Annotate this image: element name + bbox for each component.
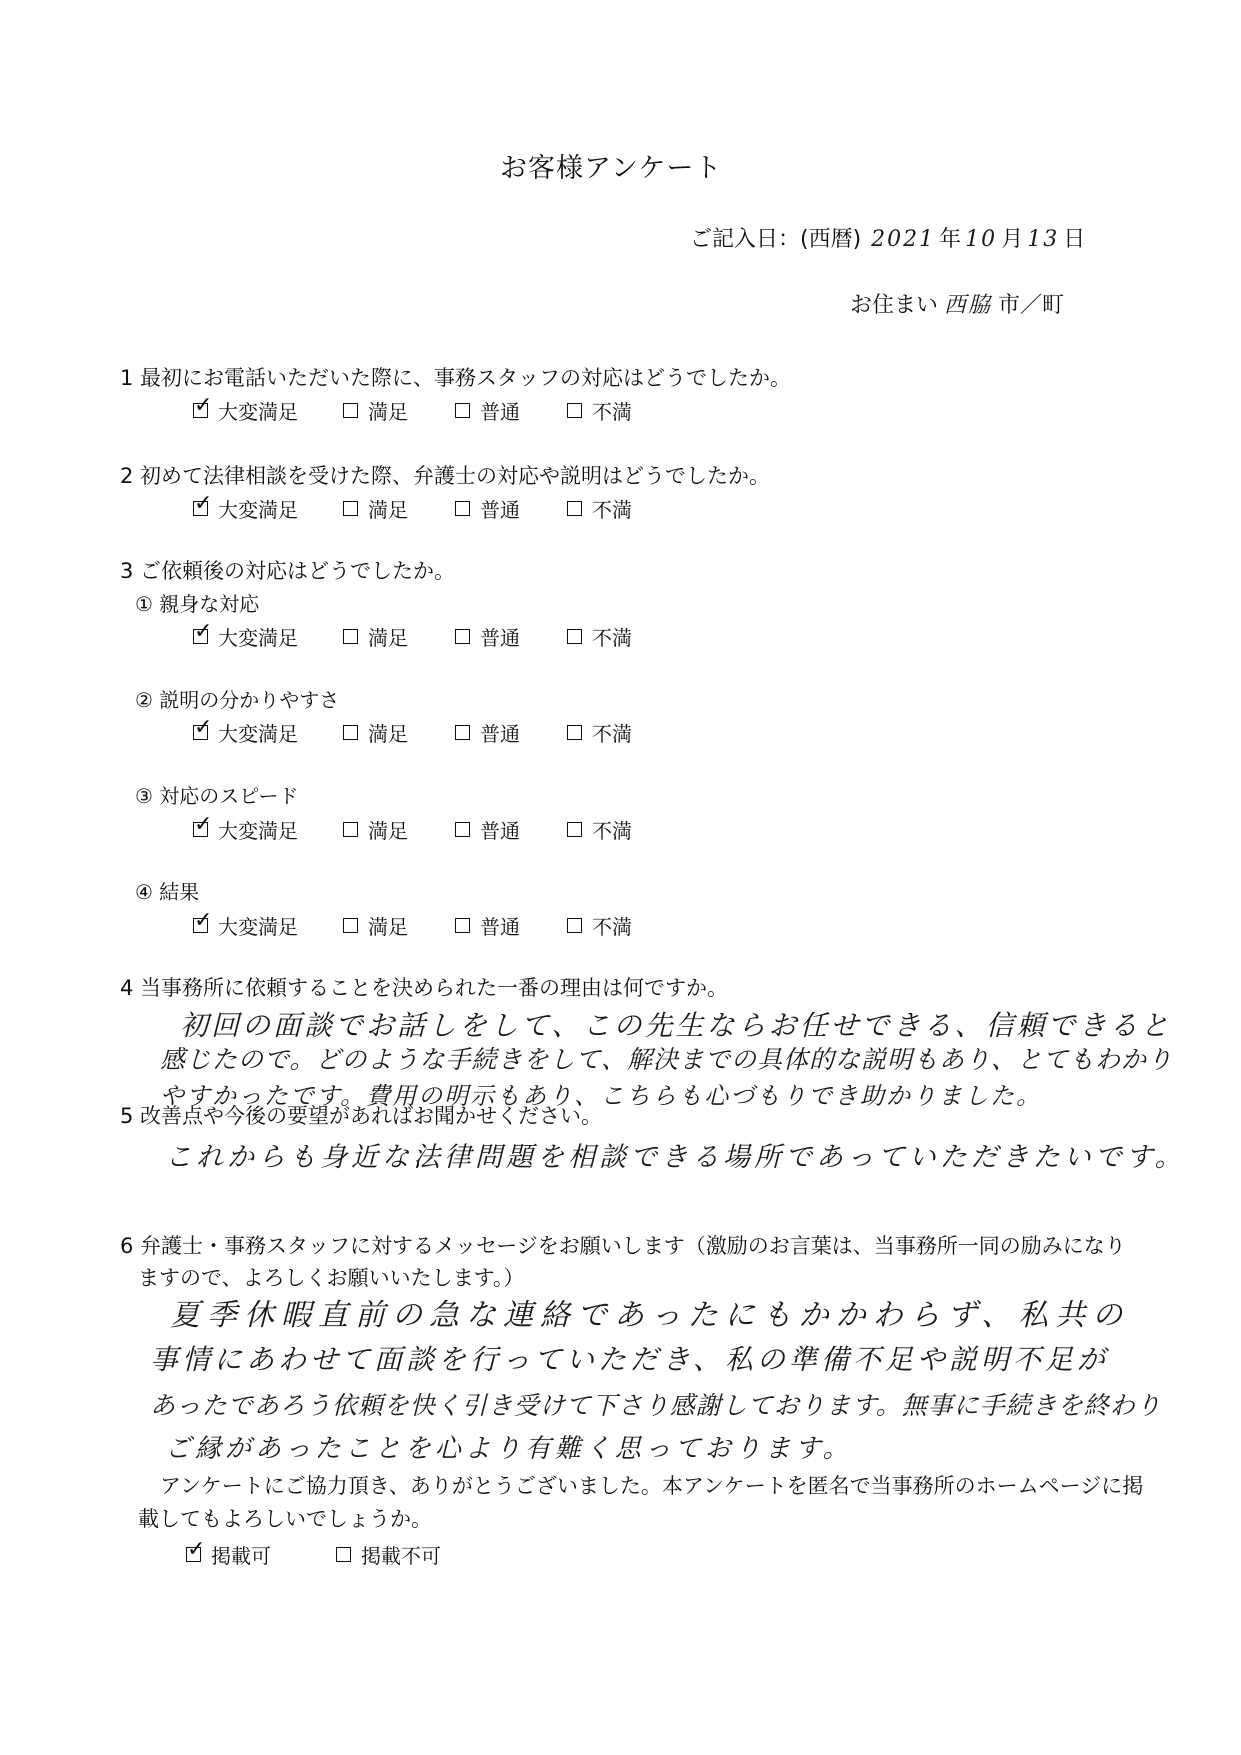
rating-options: [193, 911, 679, 940]
entry-date: [690, 222, 1085, 253]
question-2: 2 初めて法律相談を受けた際、弁護士の対応や説明はどうでしたか。: [120, 464, 771, 488]
option-label: 大変満足: [218, 915, 298, 939]
page-title: お客様アンケート: [500, 153, 723, 184]
question-6-line-2: ますので、よろしくお願いいたします。）: [138, 1266, 525, 1290]
option-dissatisfied[interactable]: [567, 815, 679, 844]
date-label: ご記入日：(西暦): [690, 227, 862, 252]
publish-ok-checkbox[interactable]: [186, 1547, 201, 1562]
checkbox-satisfied[interactable]: [343, 822, 358, 837]
checkbox-very-satisfied[interactable]: [193, 629, 208, 644]
option-very-satisfied[interactable]: [193, 718, 343, 747]
checkbox-satisfied[interactable]: [343, 725, 358, 740]
option-label: 不満: [592, 400, 632, 424]
answer-6-line-3: あったであろう依頼を快く引き受けて下さり感謝しております。無事に手続きを終わり: [150, 1391, 1162, 1420]
date-month-unit: 月: [1001, 227, 1024, 252]
checkbox-satisfied[interactable]: [343, 629, 358, 644]
option-neutral[interactable]: [455, 718, 567, 747]
option-label: 満足: [368, 626, 408, 650]
option-dissatisfied[interactable]: [567, 718, 679, 747]
checkbox-neutral[interactable]: [455, 918, 470, 933]
publish-ok-option[interactable]: [186, 1540, 336, 1569]
address: [850, 288, 1064, 319]
date-month: 10: [965, 227, 998, 252]
checkbox-satisfied[interactable]: [343, 403, 358, 418]
answer-4-line-2: 感じたので。どのような手続きをして、解決までの具体的な説明もあり、とてもわかり: [160, 1045, 1174, 1074]
checkbox-very-satisfied[interactable]: [193, 403, 208, 418]
publish-ng-label: 掲載不可: [361, 1544, 441, 1568]
option-neutral[interactable]: [455, 494, 567, 523]
closing-line-1: アンケートにご協力頂き、ありがとうございました。本アンケートを匿名で当事務所のホームページに掲: [160, 1474, 1144, 1498]
option-label: 満足: [368, 498, 408, 522]
closing-line-2: 載してもよろしいでしょうか。: [138, 1507, 432, 1531]
option-very-satisfied[interactable]: [193, 815, 343, 844]
question-3-item-2: ② 説明の分かりやすさ: [135, 688, 340, 712]
option-label: 大変満足: [218, 819, 298, 843]
rating-options: [193, 718, 679, 747]
option-neutral[interactable]: [455, 622, 567, 651]
option-label: 大変満足: [218, 400, 298, 424]
answer-6-line-4: ご縁があったことを心より有難く思っております。: [165, 1434, 853, 1464]
option-label: 大変満足: [218, 498, 298, 522]
checkbox-dissatisfied[interactable]: [567, 822, 582, 837]
rating-options: [193, 396, 679, 425]
option-very-satisfied[interactable]: [193, 911, 343, 940]
option-label: 満足: [368, 722, 408, 746]
checkbox-dissatisfied[interactable]: [567, 501, 582, 516]
publish-options: [186, 1540, 486, 1569]
question-6-line-1: 6 弁護士・事務スタッフに対するメッセージをお願いします（激励のお言葉は、当事務所一同の励みになり: [120, 1234, 1126, 1258]
answer-6-line-2: 事情にあわせて面談を行っていただき、私の準備不足や説明不足が: [150, 1343, 1109, 1376]
checkbox-satisfied[interactable]: [343, 501, 358, 516]
date-year-unit: 年: [939, 227, 962, 252]
option-neutral[interactable]: [455, 815, 567, 844]
date-year: 2021: [871, 227, 936, 252]
option-dissatisfied[interactable]: [567, 911, 679, 940]
option-label: 普通: [480, 498, 520, 522]
option-satisfied[interactable]: [343, 622, 455, 651]
option-label: 満足: [368, 819, 408, 843]
checkbox-dissatisfied[interactable]: [567, 918, 582, 933]
rating-options: [193, 815, 679, 844]
checkbox-neutral[interactable]: [455, 403, 470, 418]
option-label: 普通: [480, 626, 520, 650]
checkbox-very-satisfied[interactable]: [193, 822, 208, 837]
checkbox-neutral[interactable]: [455, 822, 470, 837]
checkbox-very-satisfied[interactable]: [193, 725, 208, 740]
publish-ng-option[interactable]: [336, 1540, 486, 1569]
option-dissatisfied[interactable]: [567, 396, 679, 425]
question-3-item-4: ④ 結果: [135, 880, 200, 904]
question-3: 3 ご依頼後の対応はどうでしたか。: [120, 559, 456, 583]
option-label: 不満: [592, 498, 632, 522]
question-5: 5 改善点や今後の要望があればお聞かせください。: [120, 1104, 603, 1128]
option-satisfied[interactable]: [343, 815, 455, 844]
checkbox-satisfied[interactable]: [343, 918, 358, 933]
address-label: お住まい: [850, 293, 939, 318]
option-label: 不満: [592, 915, 632, 939]
rating-options: [193, 622, 679, 651]
option-satisfied[interactable]: [343, 718, 455, 747]
checkbox-very-satisfied[interactable]: [193, 918, 208, 933]
checkbox-neutral[interactable]: [455, 629, 470, 644]
option-label: 大変満足: [218, 722, 298, 746]
checkbox-dissatisfied[interactable]: [567, 725, 582, 740]
option-label: 普通: [480, 819, 520, 843]
option-very-satisfied[interactable]: [193, 622, 343, 651]
option-label: 満足: [368, 400, 408, 424]
option-neutral[interactable]: [455, 911, 567, 940]
answer-5-line-1: これからも身近な法律問題を相談できる場所であっていただきたいです。: [165, 1142, 1186, 1173]
option-label: 普通: [480, 722, 520, 746]
question-1: 1 最初にお電話いただいた際に、事務スタッフの対応はどうでしたか。: [120, 366, 792, 390]
question-3-item-3: ③ 対応のスピード: [135, 784, 299, 808]
question-3-item-1: ① 親身な対応: [135, 592, 260, 616]
option-label: 大変満足: [218, 626, 298, 650]
option-dissatisfied[interactable]: [567, 622, 679, 651]
answer-4-line-3: やすかったです。費用の明示もあり、こちらも心づもりでき助かりました。: [160, 1082, 1043, 1110]
option-neutral[interactable]: [455, 396, 567, 425]
option-very-satisfied[interactable]: [193, 396, 343, 425]
date-day: 13: [1027, 227, 1060, 252]
option-label: 普通: [480, 400, 520, 424]
answer-4-line-1: 初回の面談でお話しをして、この先生ならお任せできる、信頼できると: [180, 1009, 1172, 1042]
option-very-satisfied[interactable]: [193, 494, 343, 523]
option-satisfied[interactable]: [343, 494, 455, 523]
answer-6-line-1: 夏季休暇直前の急な連絡であったにもかかわらず、私共の: [170, 1298, 1130, 1333]
option-satisfied[interactable]: [343, 396, 455, 425]
checkbox-very-satisfied[interactable]: [193, 501, 208, 516]
option-label: 不満: [592, 722, 632, 746]
checkbox-neutral[interactable]: [455, 501, 470, 516]
rating-options: [193, 494, 679, 523]
checkbox-dissatisfied[interactable]: [567, 403, 582, 418]
date-day-unit: 日: [1063, 227, 1086, 252]
address-unit: 市／町: [998, 293, 1065, 318]
option-label: 不満: [592, 626, 632, 650]
publish-ng-checkbox[interactable]: [336, 1547, 351, 1562]
option-label: 普通: [480, 915, 520, 939]
address-value: 西脇: [944, 293, 993, 318]
option-satisfied[interactable]: [343, 911, 455, 940]
checkbox-neutral[interactable]: [455, 725, 470, 740]
option-label: 満足: [368, 915, 408, 939]
question-4: 4 当事務所に依頼することを決められた一番の理由は何ですか。: [120, 976, 729, 1000]
option-dissatisfied[interactable]: [567, 494, 679, 523]
publish-ok-label: 掲載可: [211, 1544, 271, 1568]
option-label: 不満: [592, 819, 632, 843]
checkbox-dissatisfied[interactable]: [567, 629, 582, 644]
